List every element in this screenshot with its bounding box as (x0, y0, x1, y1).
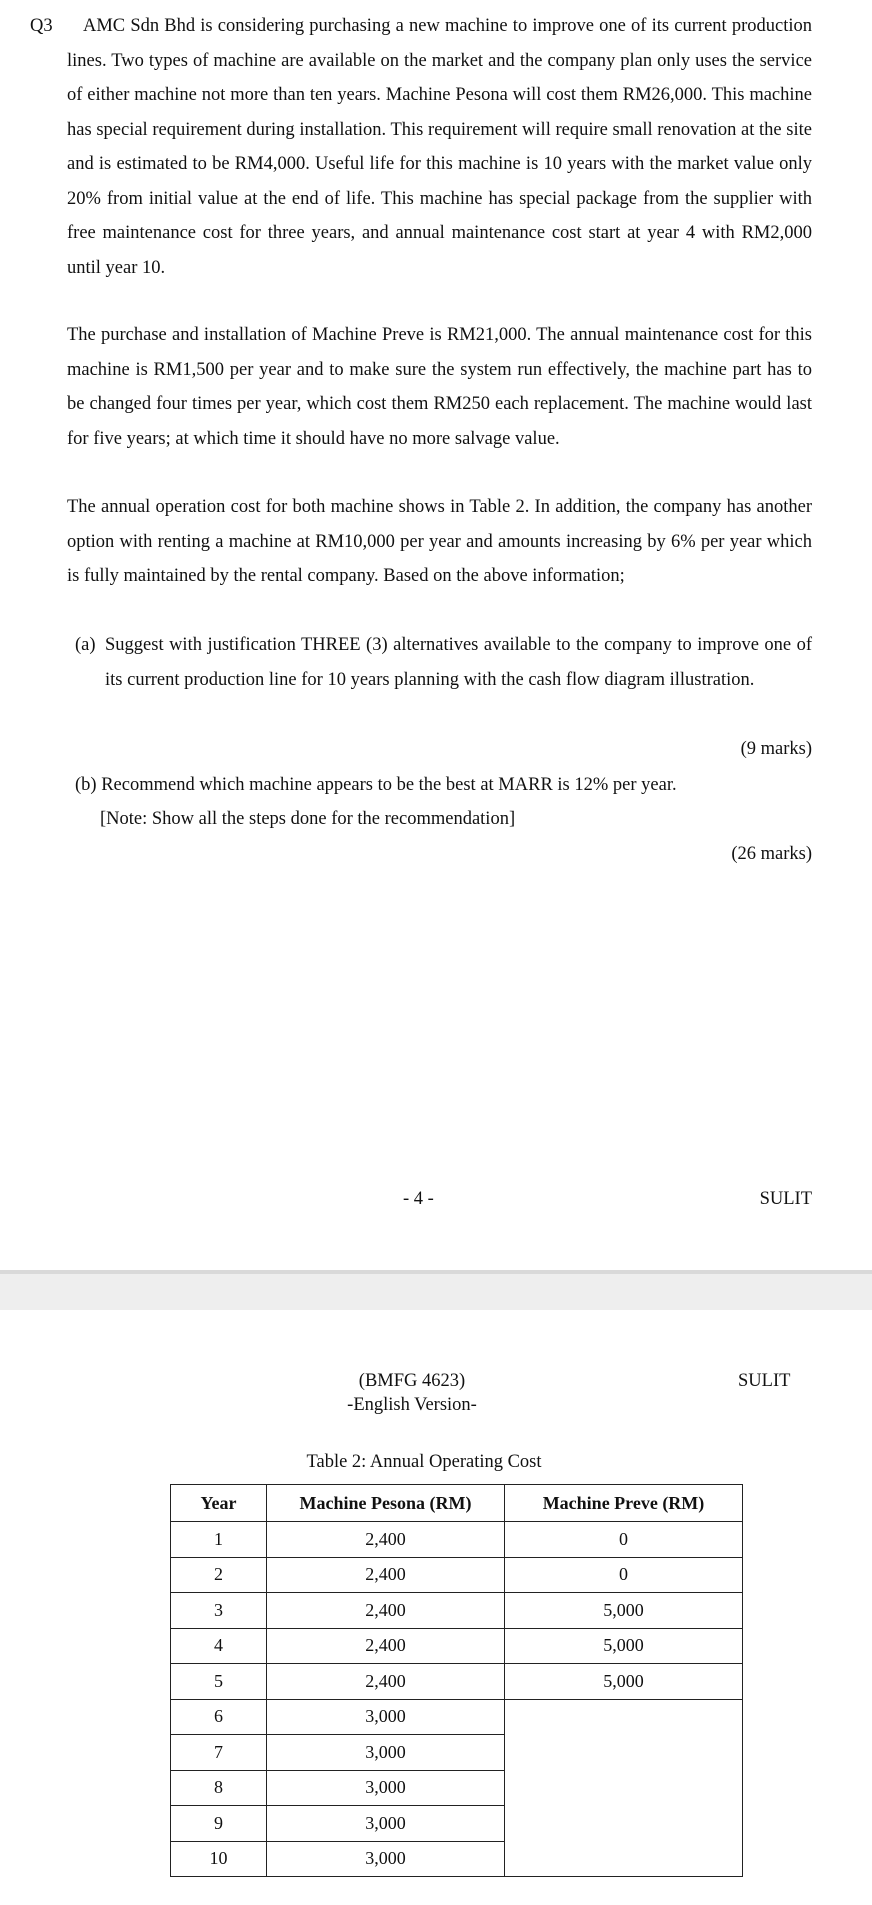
cell-year: 10 (171, 1841, 267, 1877)
page-5 (0, 1310, 872, 1905)
header-pesona: Machine Pesona (RM) (267, 1485, 505, 1522)
cell-year: 9 (171, 1806, 267, 1842)
cell-preve: 0 (505, 1522, 743, 1558)
part-a-marks: (9 marks) (740, 739, 812, 759)
cell-preve: 0 (505, 1557, 743, 1593)
cell-preve-empty (505, 1806, 743, 1842)
question-paragraph-2: The purchase and installation of Machine Preve is RM21,000. The annual maintenance cost for this machine is RM1,500 per year and to make sure the system run effectively, the machine part has to be changed four times per year, which cost them RM250 each replacement. The machine would last for five years; at which time it should have no more salvage value. (67, 325, 812, 449)
cell-preve: 5,000 (505, 1628, 743, 1664)
header-preve: Machine Preve (RM) (505, 1485, 743, 1522)
question-paragraph-1: AMC Sdn Bhd is considering purchasing a new machine to improve one of its current production lines. Two types of machine are available on the market and the company plan only uses the service of either machine not more than ten years. Machine Pesona will cost them RM26,000. This machine has special requirement during installation. This requirement will require small renovation at the site and is estimated to be RM4,000. Useful life for this machine is 10 years with the market value only 20% from initial value at the end of life. This machine has special package from the supplier with free maintenance cost for three years, and annual maintenance cost start at year 4 with RM2,000 until year 10. (67, 16, 812, 278)
cell-pesona: 3,000 (267, 1699, 505, 1735)
table-row (171, 1557, 743, 1593)
table-row (171, 1628, 743, 1664)
part-b-note: [Note: Show all the steps done for the recommendation] (100, 809, 516, 829)
header-year: Year (171, 1485, 267, 1522)
part-a-text: Suggest with justification THREE (3) alternatives available to the company to improve one of its current production line for 10 years planning with the cash flow diagram illustration. (105, 635, 812, 690)
table-caption: Table 2: Annual Operating Cost (306, 1452, 542, 1472)
part-b-marks: (26 marks) (731, 844, 812, 864)
cell-year: 5 (171, 1664, 267, 1700)
cell-year: 7 (171, 1735, 267, 1771)
page-divider (0, 1270, 872, 1310)
cell-pesona: 3,000 (267, 1735, 505, 1771)
cell-preve-empty (505, 1770, 743, 1806)
cell-pesona: 3,000 (267, 1806, 505, 1842)
cell-preve: 5,000 (505, 1664, 743, 1700)
cell-year: 1 (171, 1522, 267, 1558)
table-row (171, 1770, 743, 1806)
cell-pesona: 2,400 (267, 1628, 505, 1664)
header-classification: SULIT (738, 1371, 791, 1391)
cell-preve-empty (505, 1699, 743, 1735)
cell-year: 8 (171, 1770, 267, 1806)
question-paragraph-3: The annual operation cost for both machine shows in Table 2. In addition, the company has another option with renting a machine at RM10,000 per year and amounts increasing by 6% per year which is fully maintained by the rental company. Based on the above information; (67, 497, 812, 586)
page-number: - 4 - (403, 1189, 434, 1209)
table-row (171, 1841, 743, 1877)
cell-year: 3 (171, 1593, 267, 1629)
table-header-row (171, 1485, 743, 1522)
version-label: -English Version- (347, 1395, 477, 1415)
operating-cost-table (170, 1484, 743, 1877)
cell-pesona: 2,400 (267, 1593, 505, 1629)
table-row (171, 1699, 743, 1735)
cell-pesona: 3,000 (267, 1841, 505, 1877)
cell-pesona: 3,000 (267, 1770, 505, 1806)
course-code: (BMFG 4623) (358, 1371, 466, 1391)
cell-year: 6 (171, 1699, 267, 1735)
part-b-text: (b) Recommend which machine appears to be the best at MARR is 12% per year. (75, 775, 677, 795)
cell-preve-empty (505, 1735, 743, 1771)
cell-pesona: 2,400 (267, 1557, 505, 1593)
table-row (171, 1593, 743, 1629)
question-number: Q3 (30, 16, 53, 36)
cell-preve-empty (505, 1841, 743, 1877)
cell-preve: 5,000 (505, 1593, 743, 1629)
table-row (171, 1806, 743, 1842)
cell-year: 4 (171, 1628, 267, 1664)
cell-pesona: 2,400 (267, 1664, 505, 1700)
cell-year: 2 (171, 1557, 267, 1593)
cell-pesona: 2,400 (267, 1522, 505, 1558)
table-row (171, 1522, 743, 1558)
table-row (171, 1735, 743, 1771)
part-a-label: (a) (75, 635, 96, 655)
footer-classification: SULIT (759, 1189, 812, 1209)
table-row (171, 1664, 743, 1700)
